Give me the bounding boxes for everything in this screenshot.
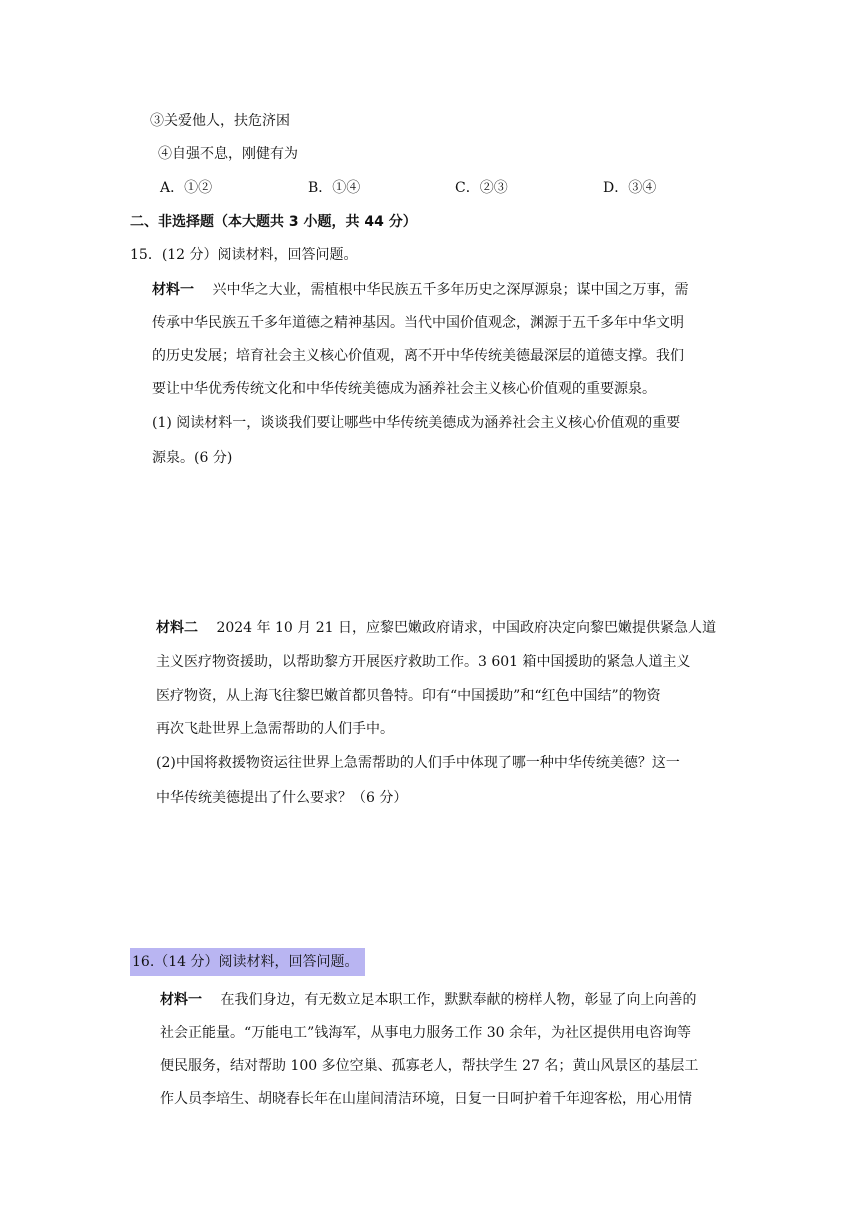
q15-intro: 15．(12 分）阅读材料，回答问题。	[130, 247, 358, 263]
material-text-line: 2024 年 10 月 21 日，应黎巴嫩政府请求，中国政府决定向黎巴嫩提供紧急人道	[216, 620, 716, 636]
section-heading: 二、非选择题（本大题共 3 小题，共 44 分）	[130, 214, 417, 230]
material-label: 材料二	[156, 620, 198, 636]
material-text-line: 传承中华民族五千多年道德之精神基因。当代中国价值观念，渊源于五千多年中华文明	[152, 315, 684, 331]
material-text-line: 要让中华优秀传统文化和中华传统美德成为涵养社会主义核心价值观的重要源泉。	[152, 381, 656, 397]
option-d: D．③④	[603, 180, 657, 196]
option-b: B．①④	[308, 180, 361, 196]
q16-intro: 16.（14 分）阅读材料，回答问题。	[130, 948, 365, 976]
question-line: (1) 阅读材料一，谈谈我们要让哪些中华传统美德成为涵养社会主义核心价值观的重要	[152, 415, 681, 431]
material-text-line: 医疗物资，从上海飞往黎巴嫩首都贝鲁特。印有“中国援助”和“红色中国结”的物资	[156, 688, 661, 704]
question-line: (2)中国将救援物资运往世界上急需帮助的人们手中体现了哪一种中华传统美德？这一	[156, 755, 680, 771]
question-line: 源泉。(6 分)	[152, 450, 233, 466]
material-label: 材料一	[160, 992, 202, 1008]
material-text-line: 在我们身边，有无数立足本职工作，默默奉献的榜样人物，彰显了向上向善的	[220, 992, 697, 1008]
q14-item-4: ④自强不息，刚健有为	[158, 146, 298, 162]
material-text-line: 作人员李培生、胡晓春长年在山崖间清洁环境，日复一日呵护着千年迎客松，用心用情	[160, 1091, 692, 1107]
material-text-line: 社会正能量。“万能电工”钱海军，从事电力服务工作 30 余年，为社区提供用电咨询等	[160, 1025, 692, 1041]
q14-item-3: ③关爱他人，扶危济困	[150, 113, 290, 129]
material-text-line: 主义医疗物资援助，以帮助黎方开展医疗救助工作。3 601 箱中国援助的紧急人道主义	[156, 654, 691, 670]
material-text-line: 兴中华之大业，需植根中华民族五千多年历史之深厚源泉；谋中国之万事，需	[212, 282, 689, 298]
material-text-line: 再次飞赴世界上急需帮助的人们手中。	[156, 721, 394, 737]
question-line: 中华传统美德提出了什么要求？（6 分）	[156, 790, 408, 806]
material-text-line: 便民服务，结对帮助 100 多位空巢、孤寡老人，帮扶学生 27 名；黄山风景区的基层工	[160, 1058, 699, 1074]
material-label: 材料一	[152, 282, 194, 298]
option-a: A．①②	[160, 180, 213, 196]
option-c: C．②③	[455, 180, 508, 196]
material-text-line: 的历史发展；培育社会主义核心价值观，离不开中华传统美德最深层的道德支撑。我们	[152, 348, 684, 364]
